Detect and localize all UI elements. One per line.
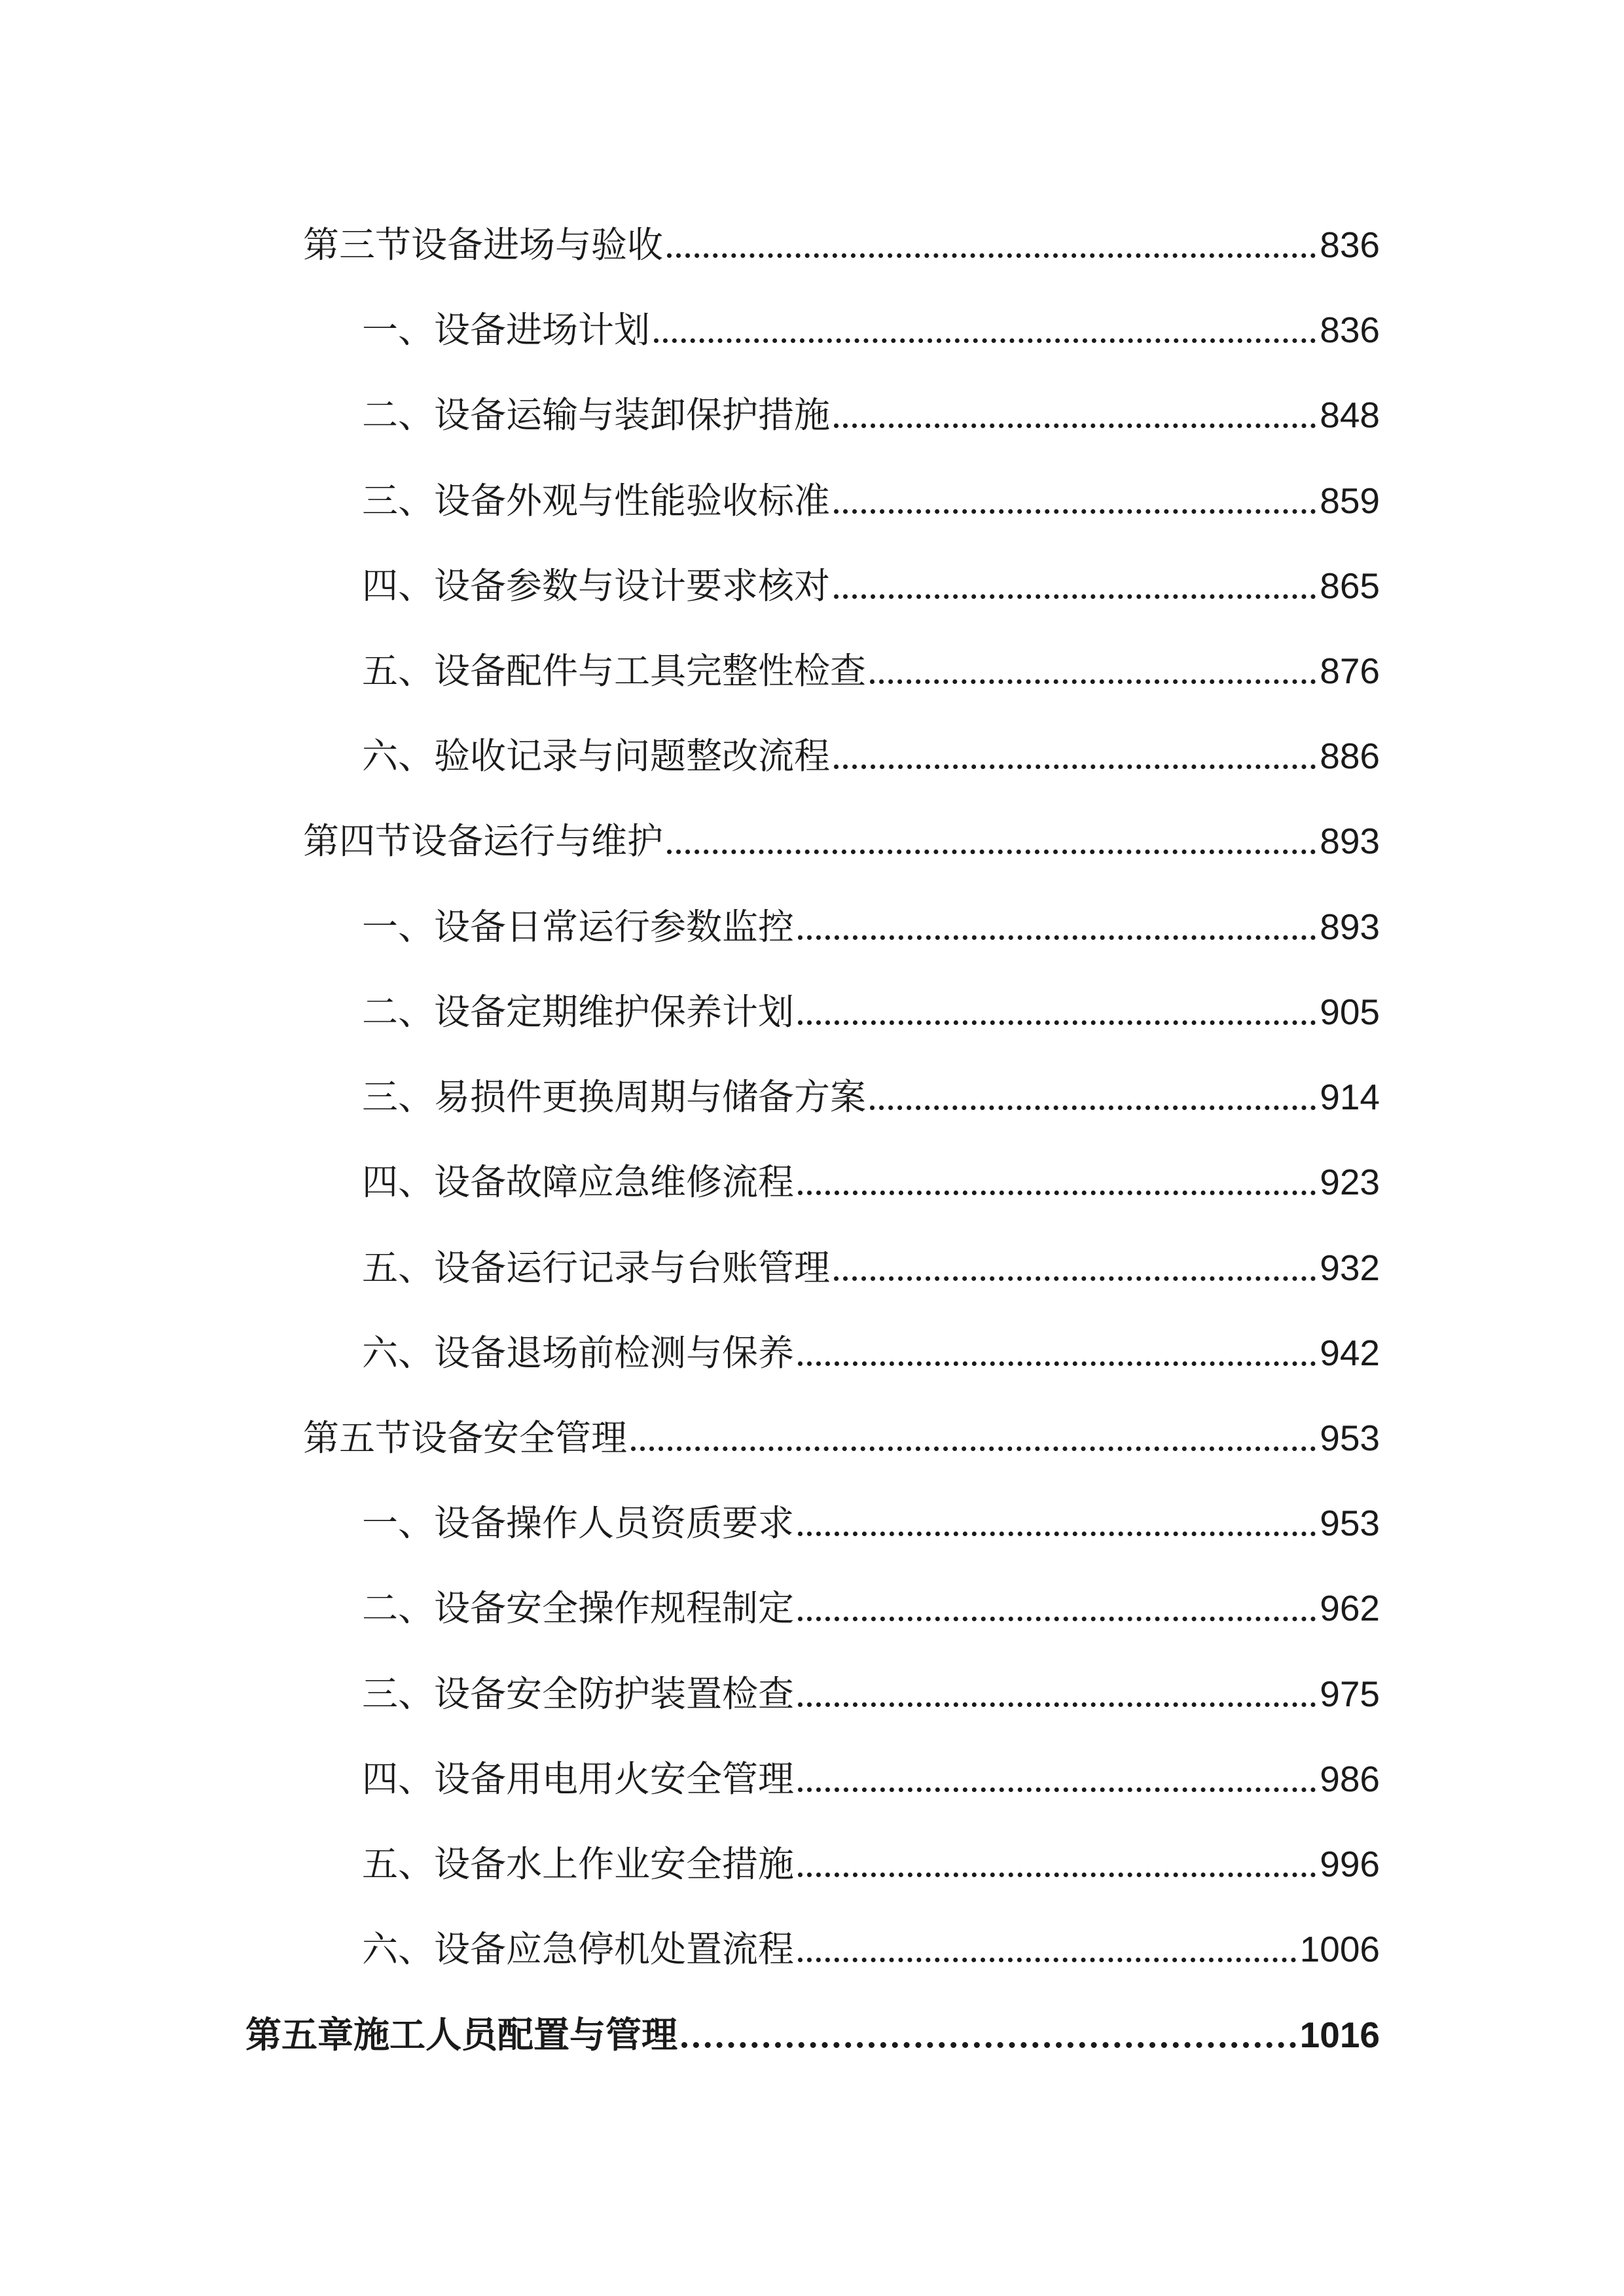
toc-entry-item[interactable]	[362, 634, 1380, 693]
toc-entry-item[interactable]	[362, 378, 1380, 437]
toc-entry-title: 六、验收记录与问题整改流程	[362, 735, 831, 777]
toc-entry-item[interactable]	[362, 1145, 1380, 1204]
toc-entry-title: 四、设备故障应急维修流程	[362, 1161, 795, 1203]
toc-entry-item[interactable]	[362, 1231, 1380, 1290]
toc-dot-leader	[798, 935, 1316, 940]
toc-entry-title: 五、设备水上作业安全措施	[362, 1843, 795, 1885]
toc-entry-section[interactable]	[303, 208, 1380, 267]
toc-entry-page: 893	[1320, 906, 1380, 947]
toc-dot-leader	[870, 679, 1316, 684]
toc-entry-page: 986	[1320, 1759, 1380, 1799]
toc-entry-item[interactable]	[362, 1912, 1380, 1971]
toc-dot-leader	[798, 1787, 1316, 1792]
toc-entry-section[interactable]	[303, 804, 1380, 863]
toc-entry-page: 953	[1320, 1418, 1380, 1458]
toc-entry-page: 942	[1320, 1333, 1380, 1373]
toc-entry-page: 859	[1320, 480, 1380, 521]
toc-entry-title: 五、设备运行记录与台账管理	[362, 1247, 831, 1289]
toc-dot-leader	[654, 338, 1316, 343]
toc-entry-title: 二、设备运输与装卸保护措施	[362, 394, 831, 436]
toc-entry-page: 836	[1320, 224, 1380, 265]
toc-entry-item[interactable]	[362, 1486, 1380, 1545]
toc-entry-title: 六、设备退场前检测与保养	[362, 1332, 795, 1374]
toc-dot-leader	[798, 1191, 1316, 1195]
toc-entry-title: 六、设备应急停机处置流程	[362, 1928, 795, 1970]
toc-dot-leader	[798, 1617, 1316, 1621]
toc-entry-section[interactable]	[303, 1401, 1380, 1460]
toc-dot-leader	[631, 1446, 1316, 1451]
toc-dot-leader	[798, 1532, 1316, 1536]
toc-entry-title: 三、设备外观与性能验收标准	[362, 480, 831, 522]
toc-dot-leader	[798, 1958, 1296, 1962]
toc-entry-item[interactable]	[362, 549, 1380, 608]
toc-dot-leader	[681, 2042, 1296, 2048]
toc-dot-leader	[834, 423, 1316, 428]
toc-entry-item[interactable]	[362, 719, 1380, 778]
toc-entry-title: 二、设备定期维护保养计划	[362, 991, 795, 1033]
toc-entry-page: 914	[1320, 1077, 1380, 1117]
toc-entry-page: 953	[1320, 1503, 1380, 1543]
toc-entry-page: 975	[1320, 1674, 1380, 1714]
toc-entry-item[interactable]	[362, 890, 1380, 949]
toc-entry-item[interactable]	[362, 1060, 1380, 1119]
toc-entry-title: 第四节设备运行与维护	[303, 820, 664, 862]
toc-entry-item[interactable]	[362, 975, 1380, 1034]
toc-entry-title: 三、设备安全防护装置检查	[362, 1673, 795, 1715]
toc-entry-page: 893	[1320, 821, 1380, 861]
toc-entry-page: 905	[1320, 992, 1380, 1032]
toc-entry-title: 三、易损件更换周期与储备方案	[362, 1076, 867, 1118]
toc-entry-item[interactable]	[362, 1571, 1380, 1630]
toc-entry-title: 第五节设备安全管理	[303, 1417, 628, 1459]
toc-entry-page: 876	[1320, 651, 1380, 691]
toc-dot-leader	[667, 253, 1316, 258]
toc-dot-leader	[870, 1105, 1316, 1110]
toc-dot-leader	[834, 509, 1316, 514]
toc-entry-item[interactable]	[362, 293, 1380, 352]
toc-entry-page: 962	[1320, 1588, 1380, 1628]
toc-entry-page: 923	[1320, 1162, 1380, 1202]
toc-entry-title: 第五章施工人员配置与管理	[245, 2014, 678, 2056]
toc-dot-leader	[834, 1276, 1316, 1281]
toc-entry-page: 1016	[1299, 2015, 1380, 2055]
toc-dot-leader	[798, 1361, 1316, 1366]
toc-entry-title: 第三节设备进场与验收	[303, 224, 664, 266]
toc-dot-leader	[667, 850, 1316, 854]
toc-entry-title: 四、设备用电用火安全管理	[362, 1758, 795, 1800]
toc-dot-leader	[798, 1702, 1316, 1707]
toc-dot-leader	[834, 764, 1316, 769]
toc-entry-page: 932	[1320, 1247, 1380, 1288]
toc-dot-leader	[834, 594, 1316, 599]
toc-entry-item[interactable]	[362, 1657, 1380, 1716]
toc-entry-item[interactable]	[362, 1742, 1380, 1801]
toc-entry-title: 一、设备日常运行参数监控	[362, 906, 795, 948]
toc-entry-page: 836	[1320, 310, 1380, 350]
toc-entry-item[interactable]	[362, 1316, 1380, 1375]
toc-entry-page: 865	[1320, 565, 1380, 606]
toc-entry-page: 996	[1320, 1844, 1380, 1884]
toc-entry-title: 二、设备安全操作规程制定	[362, 1587, 795, 1629]
toc-entry-page: 1006	[1299, 1929, 1380, 1969]
toc-entry-title: 一、设备操作人员资质要求	[362, 1502, 795, 1544]
toc-entry-chapter[interactable]	[245, 1998, 1380, 2057]
toc-entry-title: 一、设备进场计划	[362, 309, 651, 351]
toc-entry-title: 四、设备参数与设计要求核对	[362, 565, 831, 607]
toc-entry-item[interactable]	[362, 1827, 1380, 1886]
toc-dot-leader	[798, 1020, 1316, 1025]
toc-dot-leader	[798, 1873, 1316, 1877]
toc-entry-title: 五、设备配件与工具完整性检查	[362, 650, 867, 692]
toc-entry-page: 886	[1320, 736, 1380, 776]
toc-entry-item[interactable]	[362, 464, 1380, 523]
toc-entry-page: 848	[1320, 395, 1380, 435]
